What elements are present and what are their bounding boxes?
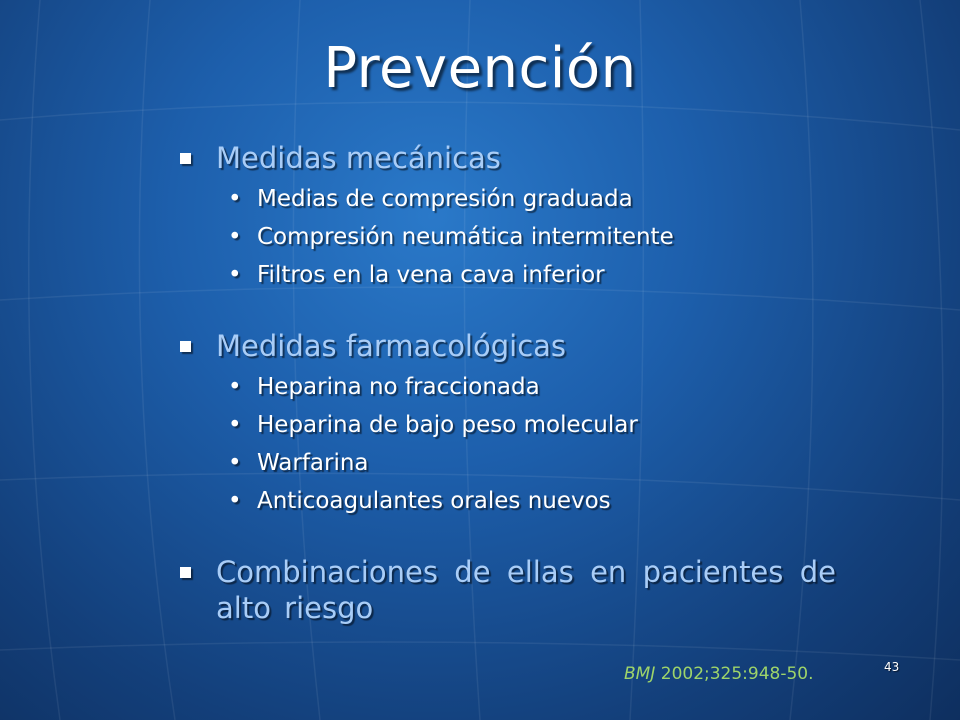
list-item — [228, 486, 836, 524]
section-heading-text: Medidas farmacológicas — [216, 329, 567, 363]
section-heading — [176, 328, 836, 364]
square-bullet-icon — [180, 341, 191, 352]
list-item-text: Heparina de bajo peso molecular — [257, 412, 638, 438]
list-item-text: Warfarina — [257, 450, 369, 476]
section-heading-text: Combinaciones de ellas en pacientes de alto riesgo — [216, 555, 836, 625]
list-item — [228, 372, 836, 410]
section-heading — [176, 140, 836, 176]
dot-bullet-icon: • — [228, 374, 242, 400]
slide-content — [176, 140, 836, 626]
reference-citation — [624, 664, 814, 684]
slide-title: Prevención — [323, 36, 637, 101]
dot-bullet-icon: • — [228, 262, 242, 288]
square-bullet-icon — [180, 153, 191, 164]
section-combinations — [176, 554, 836, 626]
section-pharmacological — [176, 328, 836, 524]
square-bullet-icon — [180, 567, 191, 578]
section-heading — [176, 554, 836, 626]
list-item — [228, 260, 836, 298]
list-item — [228, 184, 836, 222]
list-item — [228, 448, 836, 486]
sub-list — [176, 184, 836, 298]
list-item-text: Medias de compresión graduada — [257, 186, 633, 212]
dot-bullet-icon: • — [228, 488, 242, 514]
dot-bullet-icon: • — [228, 186, 242, 212]
list-item-text: Heparina no fraccionada — [257, 374, 540, 400]
section-heading-text: Medidas mecánicas — [216, 141, 501, 175]
reference-journal: BMJ — [624, 664, 656, 684]
dot-bullet-icon: • — [228, 450, 242, 476]
list-item — [228, 222, 836, 260]
dot-bullet-icon: • — [228, 412, 242, 438]
reference-details: 2002;325:948-50. — [655, 664, 814, 684]
section-mechanical — [176, 140, 836, 298]
page-number: 43 — [884, 660, 900, 674]
dot-bullet-icon: • — [228, 224, 242, 250]
list-item-text: Filtros en la vena cava inferior — [257, 262, 605, 288]
sub-list — [176, 372, 836, 524]
list-item-text: Anticoagulantes orales nuevos — [257, 488, 611, 514]
list-item-text: Compresión neumática intermitente — [257, 224, 674, 250]
list-item — [228, 410, 836, 448]
